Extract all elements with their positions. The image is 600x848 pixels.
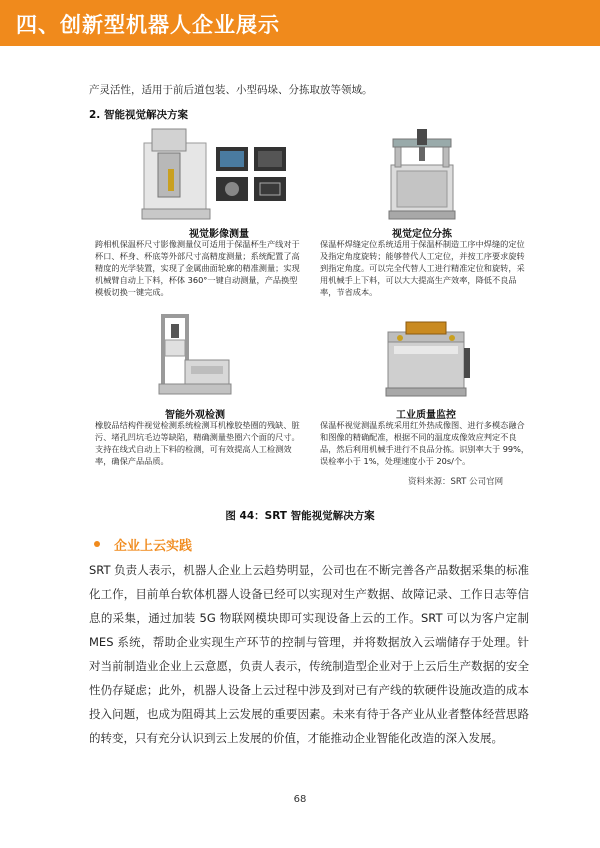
figure-caption: 图 44：SRT 智能视觉解决方案 [225, 510, 375, 522]
section-heading: 企业上云实践 [114, 539, 193, 554]
intro-line: 产灵活性，适用于前后道包装、小型码垛、分拣取放等领域。 [89, 84, 373, 96]
panel-text-appearance-inspection: 橡胶品结构件视觉检测系统检测耳机橡胶垫圈的残缺、脏污、堵孔凹坑毛边等缺陷，精确测量垫圈六个面的尺寸。支持在线式自动上下料的检测，可有效提高人工检测效率，确保产品品质。 [95, 420, 300, 466]
paragraph-text: SRT 负责人表示，机器人企业上云趋势明显，公司也在不断完善各产品数据采集的标准化工作，目前单台软体机器人设备已经可以实现对生产数据、故障记录、工作日志等信息的采集，通过加装 5G 物联网模块即可实现设备上云的工作。SRT 可以为客户定制 MES 系统，帮助企业实现生产环节的控制与管理，并将数据放入云端储存于处理。针对当前制造业企业上云意愿，负责人表示，传统制造型企业对于上云后生产数据的安全性仍存疑虑；此外，机器人设备上云过程中涉及到对已有产线的软硬件设施改造的成本投入问题，也成为阻碍其上云发展的重要因素。未来有待于各产业从业者整体经营思路的转变，只有充分认识到云上发展的价值，才能推动企业智能化改造的深入发展。 [89, 563, 529, 745]
panel-title-quality-monitoring: 工业质量监控 [396, 410, 456, 421]
panel-title-appearance-inspection: 智能外观检测 [165, 410, 225, 421]
vision-positioning-machine-image [383, 125, 461, 223]
panel-title-vision-positioning: 视觉定位分拣 [392, 229, 452, 240]
section-bullet-icon [94, 541, 100, 547]
page-number: 68 [293, 794, 307, 805]
body-paragraph [89, 558, 529, 750]
panel-text-vision-positioning: 保温杯焊缝定位系统适用于保温杯制造工序中焊缝的定位及指定角度旋转；能够替代人工定位，并按工序要求旋转到指定角度。可以完全代替人工进行精准定位和旋转，采用机械手上下料，可以大大提高生产效率，降低不良品率，节省成本。 [320, 239, 525, 297]
panel-text-vision-measurement: 跨相机保温杯尺寸影像测量仪可适用于保温杯生产线对于杯口、杯身、杯底等外部尺寸高精度测量；系统配置了高精度的光学装置，实现了金属曲面轮廓的精准测量；实现机械臂自动上下料，杯体 360°一键自动测量，产品换型模板切换一键完成。 [95, 239, 300, 297]
appearance-inspection-machine-image [155, 310, 235, 400]
header-bar [0, 0, 600, 46]
panel-text-quality-monitoring: 保温杯视觉测温系统采用红外热成像图、进行多模态融合和图像的精确配准，根据不同的温度成像效应判定不良品，然后利用机械手进行不良品分拣。识别率大于 99%，误检率小于 1%，处理速度小于 20s/个。 [320, 420, 530, 466]
page-title: 四、创新型机器人企业展示 [16, 13, 280, 37]
quality-monitoring-machine-image [380, 318, 472, 400]
panel-title-vision-measurement: 视觉影像测量 [189, 229, 249, 240]
sub-heading: 2. 智能视觉解决方案 [89, 109, 188, 121]
vision-measurement-machine-image [138, 125, 300, 223]
figure-source: 资料来源：SRT 公司官网 [408, 477, 504, 487]
